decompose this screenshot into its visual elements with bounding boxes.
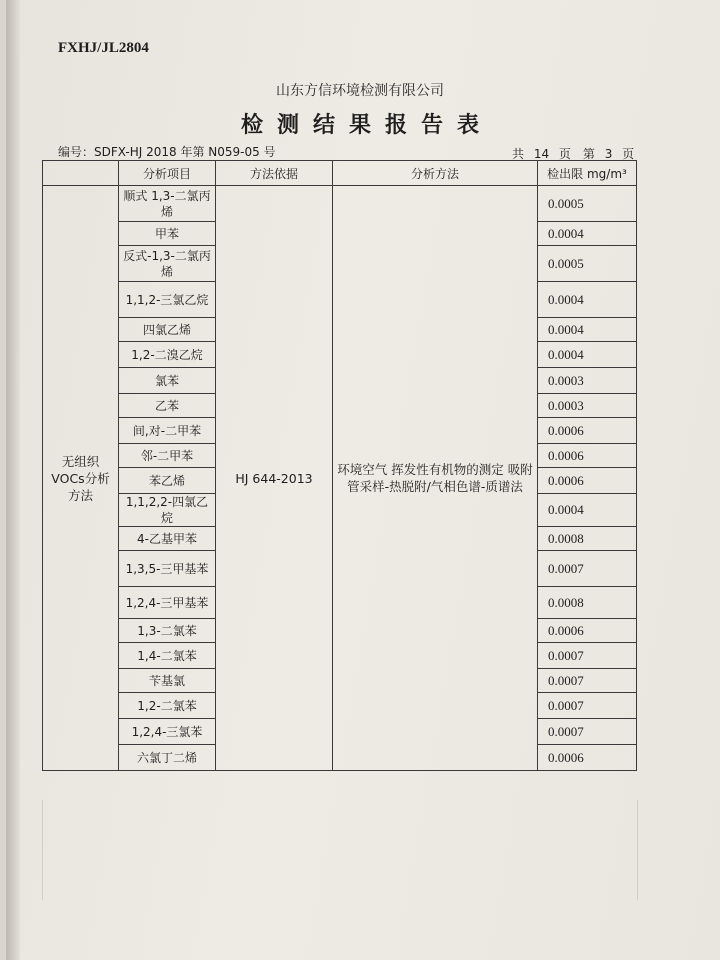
analysis-item-cell: 苯乙烯 [119, 468, 216, 494]
detection-limit-cell: 0.0005 [538, 186, 637, 222]
detection-limit-cell: 0.0008 [538, 587, 637, 619]
item-header: 分析项目 [119, 161, 216, 186]
detection-limit-cell: 0.0006 [538, 619, 637, 643]
detection-limit-cell: 0.0007 [538, 719, 637, 745]
analysis-item-cell: 反式-1,3-二氯丙烯 [119, 246, 216, 282]
total-pages: 共 14 页 [512, 147, 571, 161]
analysis-item-cell: 1,4-二氯苯 [119, 643, 216, 669]
company-name: 山东方信环境检测有限公司 [276, 83, 444, 99]
analysis-item-cell: 1,2,4-三氯苯 [119, 719, 216, 745]
standard-header: 方法依据 [216, 161, 333, 186]
analysis-item-cell: 乙苯 [119, 394, 216, 418]
detection-limit-cell: 0.0006 [538, 418, 637, 444]
analysis-item-cell: 1,3-二氯苯 [119, 619, 216, 643]
analysis-item-cell: 四氯乙烯 [119, 318, 216, 342]
analysis-item-cell: 1,1,2,2-四氯乙烷 [119, 494, 216, 527]
document-code: FXHJ/JL2804 [58, 40, 149, 56]
detection-limit-cell: 0.0003 [538, 394, 637, 418]
detection-limit-cell: 0.0003 [538, 368, 637, 394]
bleed-through-area [42, 800, 638, 900]
analysis-item-cell: 1,2,4-三甲基苯 [119, 587, 216, 619]
detection-limit-cell: 0.0004 [538, 318, 637, 342]
detection-limit-cell: 0.0005 [538, 246, 637, 282]
analysis-item-cell: 苄基氯 [119, 669, 216, 693]
detection-limit-cell: 0.0004 [538, 222, 637, 246]
method-header: 分析方法 [333, 161, 538, 186]
detection-limit-cell: 0.0006 [538, 444, 637, 468]
report-title: 检测结果报告表 [240, 113, 493, 138]
page-fold-shadow [6, 0, 20, 960]
detection-limit-cell: 0.0006 [538, 468, 637, 494]
method-standard-cell: HJ 644-2013 [216, 186, 333, 771]
category-header [43, 161, 119, 186]
analysis-item-cell: 邻-二甲苯 [119, 444, 216, 468]
report-number: 编号：SDFX-HJ 2018 年第 N059-05 号 [58, 145, 276, 159]
analysis-method-cell: 环境空气 挥发性有机物的测定 吸附管采样-热脱附/气相色谱-质谱法 [333, 186, 538, 771]
analysis-item-cell: 1,2-二氯苯 [119, 693, 216, 719]
analysis-item-cell: 4-乙基甲苯 [119, 527, 216, 551]
table-row [43, 186, 637, 222]
analysis-item-cell: 间,对-二甲苯 [119, 418, 216, 444]
detection-limit-cell: 0.0004 [538, 282, 637, 318]
category-cell: 无组织 VOCs分析方法 [43, 186, 119, 771]
analysis-item-cell: 1,2-二溴乙烷 [119, 342, 216, 368]
analysis-item-cell: 1,1,2-三氯乙烷 [119, 282, 216, 318]
analysis-item-cell: 1,3,5-三甲基苯 [119, 551, 216, 587]
detection-limit-cell: 0.0006 [538, 745, 637, 771]
analysis-item-cell: 甲苯 [119, 222, 216, 246]
detection-limit-cell: 0.0008 [538, 527, 637, 551]
detection-limit-cell: 0.0004 [538, 342, 637, 368]
limit-header: 检出限 mg/m³ [538, 161, 637, 186]
detection-limit-cell: 0.0007 [538, 551, 637, 587]
table-header-row [43, 161, 637, 186]
analysis-item-cell: 氯苯 [119, 368, 216, 394]
detection-limit-cell: 0.0007 [538, 643, 637, 669]
analysis-item-cell: 顺式 1,3-二氯丙烯 [119, 186, 216, 222]
detection-limit-cell: 0.0004 [538, 494, 637, 527]
analysis-item-cell: 六氯丁二烯 [119, 745, 216, 771]
results-table [42, 160, 637, 771]
detection-limit-cell: 0.0007 [538, 693, 637, 719]
current-page: 第 3 页 [582, 147, 635, 161]
table-body [43, 186, 637, 771]
detection-limit-cell: 0.0007 [538, 669, 637, 693]
